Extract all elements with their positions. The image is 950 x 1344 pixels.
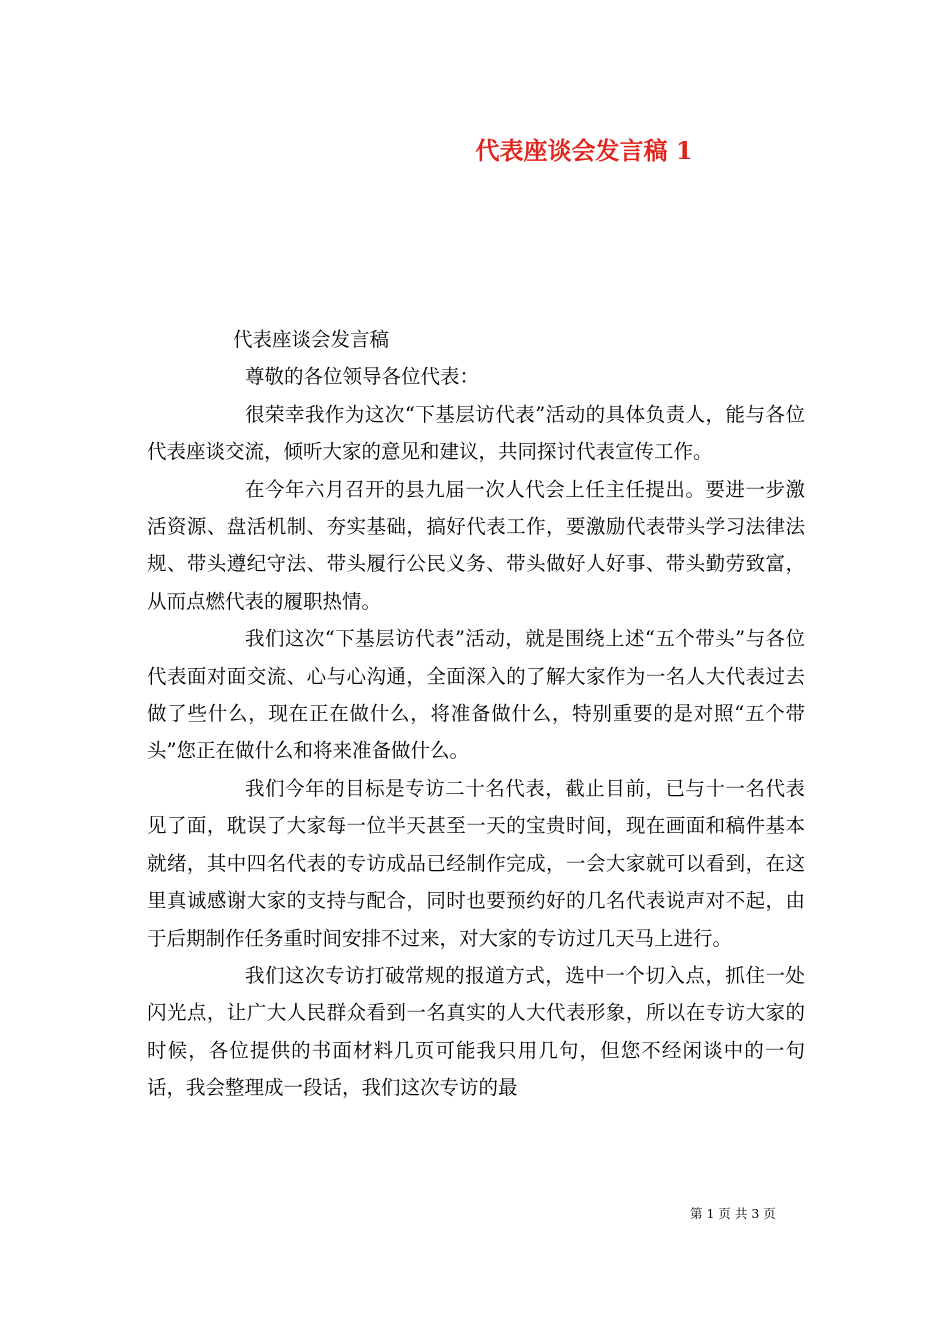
paragraph: 我们这次“下基层访代表”活动，就是围绕上述“五个带头”与各位代表面对面交流、心与心沟通，全面深入的了解大家作为一名人大代表过去做了些什么，现在正在做什么，将准备做什么，特别重要的是对照“五个带头”您正在做什么和将来准备做什么。: [147, 627, 805, 763]
paragraph: 我们这次专访打破常规的报道方式，选中一个切入点，抓住一处闪光点，让广大人民群众看到一名真实的人大代表形象，所以在专访大家的时候，各位提供的书面材料几页可能我只用几句，但您不经闲谈中的一句话，我会整理成一段话，我们这次专访的最: [147, 963, 805, 1100]
paragraph: 很荣幸我作为这次“下基层访代表”活动的具体负责人，能与各位代表座谈交流，倾听大家的意见和建议，共同探讨代表宣传工作。: [147, 402, 805, 464]
document-title: 代表座谈会发言稿 1: [475, 136, 693, 165]
document-subtitle: 代表座谈会发言稿: [233, 328, 390, 351]
page-number-footer: 第 1 页 共 3 页: [690, 1206, 776, 1221]
document-body: [147, 321, 805, 1107]
salutation: 尊敬的各位领导各位代表：: [245, 365, 480, 389]
paragraph: 在今年六月召开的县九届一次人代会上任主任提出。要进一步激活资源、盘活机制、夯实基础，搞好代表工作，要激励代表带头学习法律法规、带头遵纪守法、带头履行公民义务、带头做好人好事、带头勤劳致富，从而点燃代表的履职热情。: [147, 477, 805, 613]
paragraph: 我们今年的目标是专访二十名代表，截止目前，已与十一名代表见了面，耽误了大家每一位半天甚至一天的宝贵时间，现在画面和稿件基本就绪，其中四名代表的专访成品已经制作完成，一会大家就可以看到，在这里真诚感谢大家的支持与配合，同时也要预约好的几名代表说声对不起，由于后期制作任务重时间安排不过来，对大家的专访过几天马上进行。: [147, 776, 805, 950]
